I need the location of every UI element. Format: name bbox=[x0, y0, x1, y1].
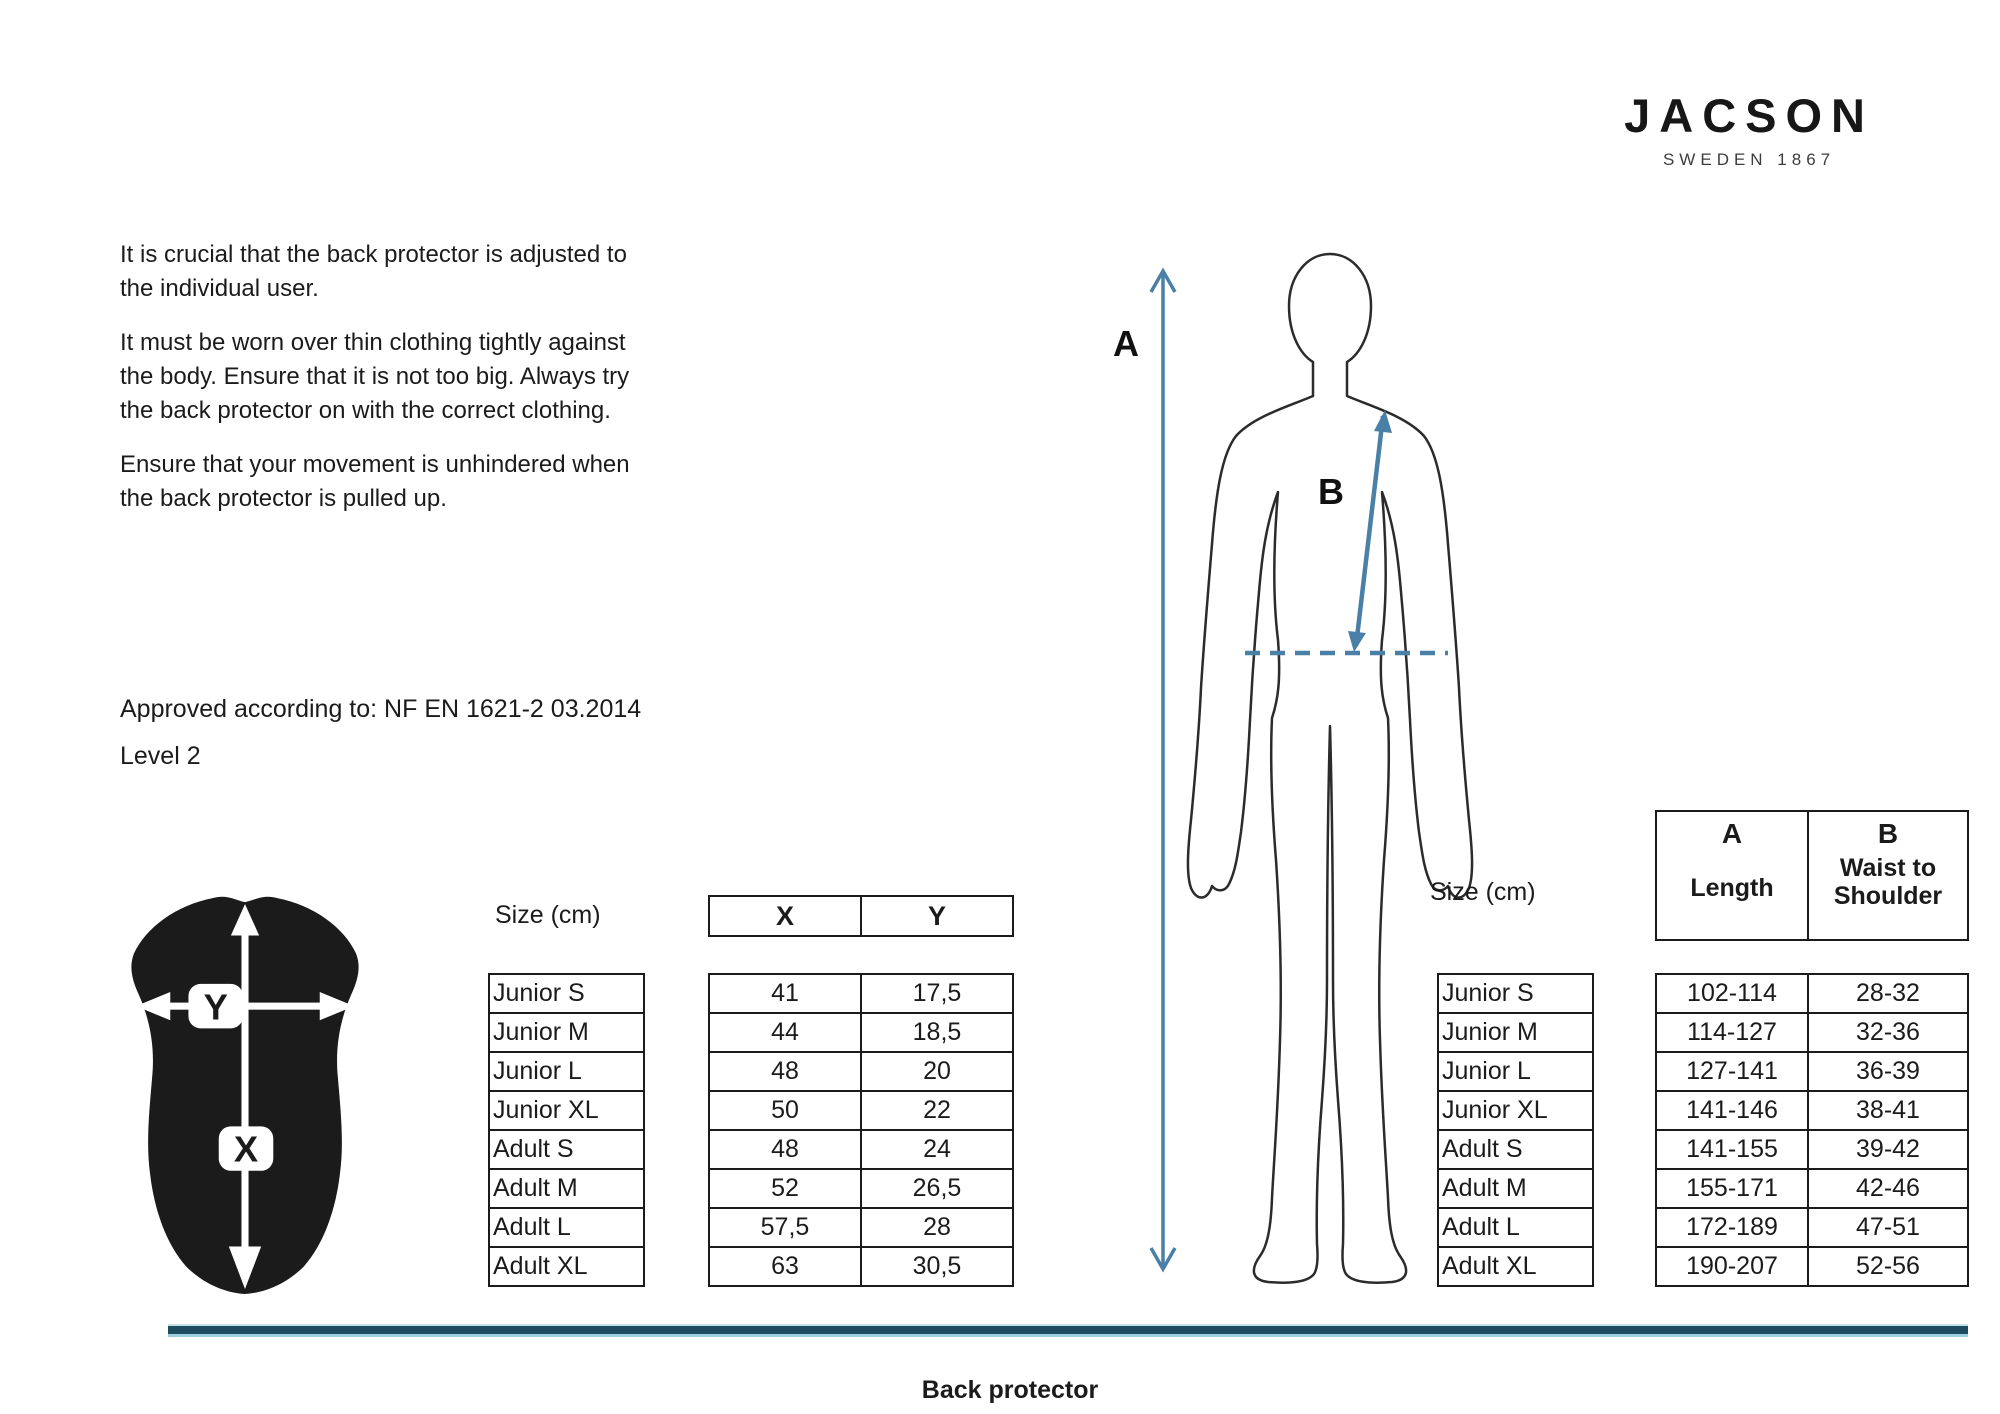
size-label: Adult L bbox=[490, 1209, 643, 1248]
x-value: 50 bbox=[710, 1092, 862, 1131]
waist-to-shoulder-value: 42-46 bbox=[1809, 1170, 1969, 1209]
size-label: Junior S bbox=[490, 975, 643, 1014]
x-value: 48 bbox=[710, 1131, 862, 1170]
size-label: Junior M bbox=[490, 1014, 643, 1053]
waist-to-shoulder-value: 39-42 bbox=[1809, 1131, 1969, 1170]
size-label: Junior L bbox=[490, 1053, 643, 1092]
vest-x-badge bbox=[219, 1126, 274, 1170]
size-label: Adult S bbox=[1439, 1131, 1592, 1170]
waist-to-shoulder-value: 28-32 bbox=[1809, 975, 1969, 1014]
size-label: Adult L bbox=[1439, 1209, 1592, 1248]
approval-level: Level 2 bbox=[120, 742, 201, 770]
size-label: Junior L bbox=[1439, 1053, 1592, 1092]
person-col-b-label: Waist to Shoulder bbox=[1833, 854, 1943, 910]
size-label: Junior S bbox=[1439, 975, 1592, 1014]
person-table-size-header: Size (cm) bbox=[1430, 878, 1536, 906]
person-col-a-label: Length bbox=[1690, 874, 1774, 902]
approval-text bbox=[120, 695, 641, 789]
length-value: 141-146 bbox=[1657, 1092, 1809, 1131]
person-col-b-header bbox=[1809, 812, 1969, 941]
product-table-size-header: Size (cm) bbox=[495, 901, 601, 929]
y-value: 24 bbox=[862, 1131, 1014, 1170]
y-value: 22 bbox=[862, 1092, 1014, 1131]
person-table-column-headers bbox=[1655, 810, 1969, 941]
product-table-column-headers bbox=[708, 895, 1014, 937]
length-value: 127-141 bbox=[1657, 1053, 1809, 1092]
person-col-a-header bbox=[1657, 812, 1809, 941]
measure-b-label: B bbox=[1318, 471, 1344, 512]
x-value: 57,5 bbox=[710, 1209, 862, 1248]
vest-diagram bbox=[113, 891, 377, 1295]
y-value: 26,5 bbox=[862, 1170, 1014, 1209]
length-value: 114-127 bbox=[1657, 1014, 1809, 1053]
person-col-a-letter: A bbox=[1721, 818, 1743, 849]
y-value: 28 bbox=[862, 1209, 1014, 1248]
person-values-grid bbox=[1655, 973, 1969, 1287]
vest-y-badge bbox=[188, 984, 243, 1028]
y-value: 18,5 bbox=[862, 1014, 1014, 1053]
y-value: 20 bbox=[862, 1053, 1014, 1092]
size-label: Junior M bbox=[1439, 1014, 1592, 1053]
size-label: Adult XL bbox=[1442, 1252, 1537, 1280]
brand-logo bbox=[1624, 88, 1874, 170]
x-value: 63 bbox=[710, 1248, 862, 1287]
product-col-x-header: X bbox=[710, 897, 862, 937]
waist-to-shoulder-value: 38-41 bbox=[1809, 1092, 1969, 1131]
length-value: 172-189 bbox=[1657, 1209, 1809, 1248]
length-value: 141-155 bbox=[1657, 1131, 1809, 1170]
vest-y-label: Y bbox=[203, 986, 228, 1028]
product-size-column bbox=[488, 973, 645, 1287]
intro-paragraph-1: It is crucial that the back protector is adjusted to the individual user. bbox=[120, 241, 627, 303]
size-label: Junior XL bbox=[490, 1092, 643, 1131]
waist-to-shoulder-value: 47-51 bbox=[1809, 1209, 1969, 1248]
x-value: 48 bbox=[710, 1053, 862, 1092]
product-values-grid bbox=[708, 973, 1014, 1287]
size-label: Adult M bbox=[490, 1170, 643, 1209]
product-col-y-header: Y bbox=[862, 897, 1014, 937]
measure-a-arrow bbox=[1151, 271, 1175, 1269]
brand-tagline: SWEDEN 1867 bbox=[1662, 150, 1836, 169]
intro-paragraph-2: It must be worn over thin clothing tightly against the body. Ensure that it is not too big. Always try the back protector on with the correct clothing. bbox=[120, 329, 630, 425]
person-col-b-letter: B bbox=[1877, 818, 1899, 849]
y-value: 17,5 bbox=[862, 975, 1014, 1014]
footer-divider-rule bbox=[168, 1324, 1968, 1337]
x-value: 52 bbox=[710, 1170, 862, 1209]
body-silhouette bbox=[1188, 254, 1472, 1283]
size-label: Adult XL bbox=[493, 1252, 588, 1280]
person-size-column bbox=[1437, 973, 1594, 1287]
waist-to-shoulder-value: 52-56 bbox=[1809, 1248, 1969, 1287]
waist-to-shoulder-value: 36-39 bbox=[1809, 1053, 1969, 1092]
length-value: 155-171 bbox=[1657, 1170, 1809, 1209]
size-label: Adult S bbox=[490, 1131, 643, 1170]
approval-standard: Approved according to: NF EN 1621-2 03.2014 bbox=[120, 695, 642, 723]
page-title: Back protector bbox=[921, 1376, 1099, 1404]
x-value: 41 bbox=[710, 975, 862, 1014]
waist-to-shoulder-value: 32-36 bbox=[1809, 1014, 1969, 1053]
intro-paragraph-3: Ensure that your movement is unhindered when the back protector is pulled up. bbox=[120, 451, 630, 513]
y-value: 30,5 bbox=[862, 1248, 1014, 1287]
length-value: 190-207 bbox=[1657, 1248, 1809, 1287]
size-label: Junior XL bbox=[1439, 1092, 1592, 1131]
intro-text bbox=[120, 238, 640, 537]
length-value: 102-114 bbox=[1657, 975, 1809, 1014]
size-label: Adult M bbox=[1439, 1170, 1592, 1209]
measure-a-label: A bbox=[1113, 323, 1139, 364]
x-value: 44 bbox=[710, 1014, 862, 1053]
vest-x-label: X bbox=[233, 1128, 259, 1170]
brand-name: JACSON bbox=[1624, 89, 1874, 142]
